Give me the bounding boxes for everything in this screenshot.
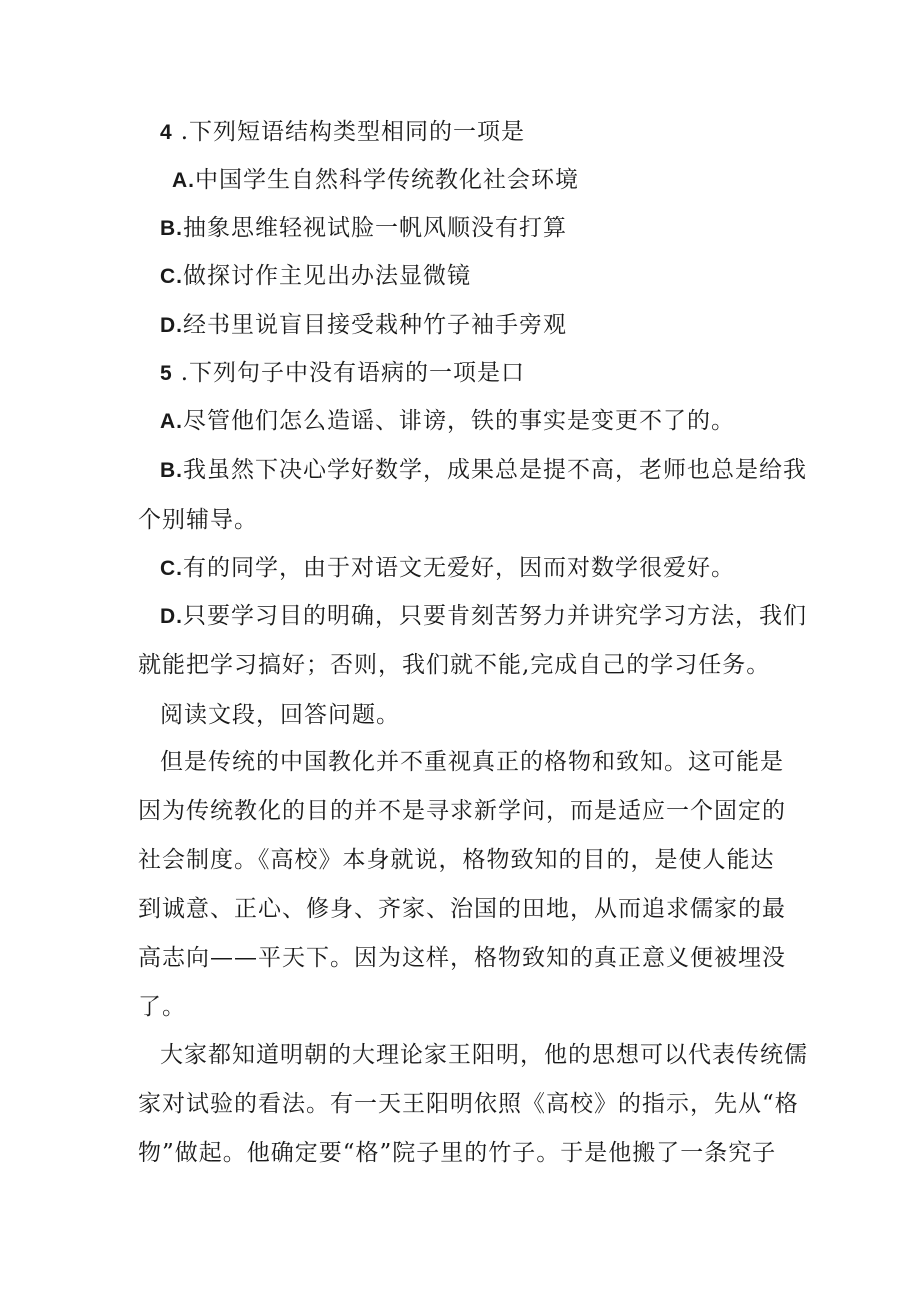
paragraph-2-line: 大家都知道明朝的大理论家王阳明，他的思想可以代表传统儒 [160,1042,808,1068]
question-stem-text: .下列句子中没有语病的一项是口 [180,360,525,386]
option-text: 我虽然下决心学好数学，成果总是提不高，老师也总是给我 [183,457,807,483]
question-4-option-b [160,213,567,244]
question-4-option-d [160,310,567,341]
option-label: A. [160,410,183,433]
question-5-option-d-continued: 就能把学习搞好；否则，我们就不能,完成自己的学习任务。 [138,652,771,678]
paragraph-1-line: 因为传统教化的目的并不是寻求新学问，而是适应一个固定的 [138,798,786,824]
option-text: 尽管他们怎么造谣、诽谤，铁的事实是变更不了的。 [183,408,735,434]
question-4-option-a [172,165,579,196]
option-text: 经书里说盲目接受栽种竹子袖手旁观 [183,312,567,338]
question-5-option-b [160,455,807,486]
reading-instruction: 阅读文段，回答问题。 [160,702,400,728]
question-5-option-d [160,601,807,632]
question-5-option-a [160,406,735,437]
option-text: 做探讨作主见出办法显微镜 [183,263,471,289]
paragraph-1-line: 了。 [138,994,186,1020]
question-number: 4 [160,121,173,144]
option-text: 中国学生自然科学传统教化社会环境 [195,167,579,193]
option-label: B. [160,217,183,240]
option-text: 有的同学，由于对语文无爱好，因而对数学很爱好。 [183,555,735,581]
option-label: C. [160,265,183,288]
paragraph-2-line: 家对试验的看法。有一天王阳明依照《高校》的指示，先从“格 [138,1091,799,1117]
option-label: C. [160,557,183,580]
paragraph-2-line: 物”做起。他确定要“格”院子里的竹子。于是他搬了一条究子 [138,1140,777,1166]
question-4-option-c [160,261,471,292]
paragraph-1-line: 到诚意、正心、修身、齐家、治国的田地，从而追求儒家的最 [138,896,786,922]
question-stem-text: .下列短语结构类型相同的一项是 [180,119,525,145]
question-5-option-c [160,553,735,584]
option-label: A. [172,169,195,192]
option-label: D. [160,605,183,628]
option-text: 抽象思维轻视试脸一帆风顺没有打算 [183,215,567,241]
paragraph-1-line: 但是传统的中国教化并不重视真正的格物和致知。这可能是 [160,749,784,775]
question-4-stem [160,117,525,148]
paragraph-1-line: 社会制度。《高校》本身就说，格物致知的目的，是使人能达 [138,847,775,873]
option-label: D. [160,314,183,337]
question-5-stem [160,358,525,389]
paragraph-1-line: 高志向——平天下。因为这样，格物致知的真正意义便被埋没 [138,945,786,971]
question-5-option-b-continued: 个别辅导。 [138,507,258,533]
question-number: 5 [160,362,173,385]
option-label: B. [160,459,183,482]
option-text: 只要学习目的明确，只要肯刻苦努力并讲究学习方法，我们 [183,603,807,629]
